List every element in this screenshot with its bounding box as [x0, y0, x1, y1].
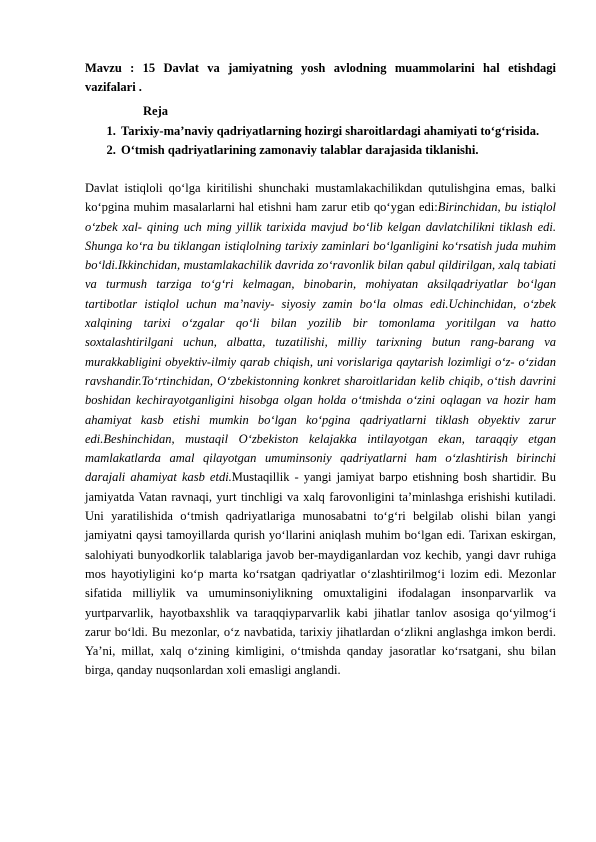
- plan-heading: Reja: [143, 104, 168, 118]
- plan-item-2: 2. O‘tmish qadriyatlarining zamonaviy talablar darajasida tiklanishi.: [119, 141, 556, 160]
- document-title: Mavzu : 15 Davlat va jamiyatning yosh avlodning muammolarini hal etishdagi vazifalari .: [85, 61, 556, 94]
- paragraph-rest: Mustaqillik - yangi jamiyat barpo etishning bosh shartidir. Bu jamiyatda Vatan ravnaqi, yurt tinchligi va xalq farovonligini ta’minlashga erishishi kutiladi. Uni yaratilishida o‘tmish qadriyatlariga munosabatni to‘g‘ri belgilab olishi bilan yangi jamiyatni qaysi tamoyillarda qurish yo‘llarini aniqlash muhim bo‘lgan edi. Tarixan eskirgan, salohiyati bunyodkorlik talablariga javob ber-maydiganlardan voz kechib, yangi davr ruhiga mos hayotiyligini ko‘p marta ko‘rsatgan qadriyatlar o‘zlashtirilmog‘i lozim edi. Mezonlar sifatida milliylik va umuminsoniylikning omuxtaligini ifodalagan insonparvarlik va yurtparvarlik, hayotbaxshlik va taraqqiyparvarlik kabi jihatlar tanlov asosiga qo‘yilmog‘i zarur bo‘ldi. Bu mezonlar, o‘z navbatida, tarixiy jihatlardan o‘zlikni anglashga imkon berdi. Ya’ni, millat, xalq o‘zining kimligini, o‘tmishda qanday jasoratlar ko‘rsatgani, shu bilan birga, qanday nuqsonlardan xoli emasligi anglandi.: [85, 470, 556, 678]
- plan-item-1: 1. Tarixiy-ma’naviy qadriyatlarning hozirgi sharoitlardagi ahamiyati to‘g‘risida.: [119, 122, 556, 141]
- document-content: [85, 59, 556, 681]
- paragraph-lead: Davlat istiqloli qo‘lga kiritilishi shunchaki mustamlakachilikdan qutulishgina emas, balki ko‘pgina muhim masalarlarni hal etishni ham zarur etib qo‘ygan edi:: [85, 181, 556, 215]
- plan-list: [85, 122, 556, 159]
- body-paragraph: [85, 179, 556, 681]
- paragraph-italic: Birinchidan, bu istiqlol o‘zbek xal- qining uch ming yillik tarixida mavjud bo‘lib kelgan davlatchilikni tiklash edi. Shunga ko‘ra bu tiklangan istiqlolning tarixiy zaminlari bo‘lganligini ko‘rsatish juda muhim bo‘ldi.Ikkinchidan, mustamlakachilik davrida zo‘ravonlik bilan qabul qildirilgan, xalq tabiati va turmush tarziga to‘g‘ri kelmagan, binobarin, mohiyatan aksilqadriyatlar bo‘lgan tartibotlar istiqlol uchun ma’naviy- siyosiy zamin bo‘la olmas edi.Uchinchidan, o‘zbek xalqining tarixi o‘zgalar qo‘li bilan yozilib bir tomonlama yoritilgan va hatto soxtalashtirilgani uchun, albatta, tuzatilishi, milliy tarixning butun rang-barang va murakkabligini obyektiv-ilmiy qarab chiqish, uni vorislariga qaytarish lozimligi o‘z- o‘zidan ravshandir.To‘rtinchidan, O‘zbekistonning konkret sharoitlaridan kelib chiqib, o‘tish davrini boshidan kechirayotganligini hisobga olgan holda o‘tmishda o‘zini oqlagan va hozir ham ahamiyat kasb etishi mumkin bo‘lgan ko‘pgina qadriyatlarni tiklash obyektiv zarur edi.Beshinchidan, mustaqil O‘zbekiston kelajakka intilayotgan ekan, taraqqiy etgan mamlakatlarda amal qilayotgan umuminsoniy qadriyatlarni ham o‘zlashtirish birinchi darajali ahamiyat kasb etdi.: [85, 200, 556, 485]
